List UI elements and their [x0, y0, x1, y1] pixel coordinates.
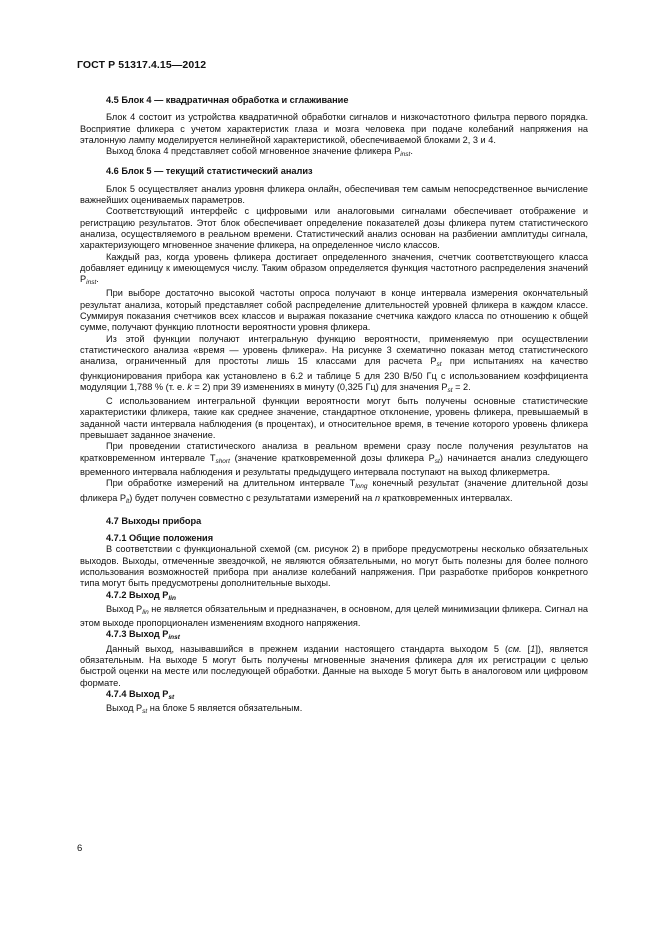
- section-4-7-1-paragraph: В соответствии с функциональной схемой (см. рисунок 2) в приборе предусмотрены несколько обязательных выходов. Выходы, отмеченные звездочкой, не являются обязательными, но могут быть полезны для более полного использования возможностей прибора при анализе колебаний напряжения. При разработке приборов конкретного типа могут быть предусмотрены дополнительные выходы.: [80, 544, 588, 589]
- section-4-5-paragraph: Блок 4 состоит из устройства квадратичной обработки сигналов и низкочастотного фильтра первого порядка. Восприятие фликера с учетом характеристик глаза и мозга человека при подаче колебаний напряжения на эталонную лампу моделируется нелинейной характеристикой, обеспечиваемой блоками 2, 3 и 4.: [80, 112, 588, 145]
- section-4-6-paragraph: С использованием интегральной функции вероятности могут быть получены основные статистические характеристики фликера, такие как среднее значение, стандартное отклонение, уровень фликера, превышаемый в заданной части интервала наблюдения (в процентах), и относительное время, в течение которого уровень фликера превышает заданное значение.: [80, 396, 588, 441]
- document-body: [80, 95, 588, 718]
- standard-header: ГОСТ Р 51317.4.15—2012: [77, 59, 207, 71]
- section-4-7-4-heading: 4.7.4 Выход $P_{st}$: [106, 688, 175, 701]
- section-4-6-paragraph: Из этой функции получают интегральную функцию вероятности, применяемую при осуществлении статистического анализа «время — уровень фликера». На рисунке 3 схематично показан метод статистического анализа, ограниченный для простоты лишь 15 классами для расчета $P_{st}$ при испытаниях на качество функционирования прибора как установлено в 6.2 и таблице 5 для 230 В/50 Гц с использованием коэффициента модуляции 1,788 % (т. е. k = 2) при 39 изменениях в минуту (0,325 Гц) для значения $P_{st} = 2$.: [80, 333, 588, 394]
- section-4-7-3-heading: 4.7.3 Выход $P_{inst}$: [106, 629, 180, 642]
- section-4-6-paragraph: Блок 5 осуществляет анализ уровня фликера онлайн, обеспечивая тем самым непосредственное вычисление важнейших оцениваемых параметров.: [80, 183, 588, 206]
- section-4-7-2-paragraph: Выход $P_{lin}$ не является обязательным и предназначен, в основном, для целей минимизации фликера. Сигнал на этом выходе пропорционален изменениям входного напряжения.: [80, 603, 589, 629]
- section-4-6-paragraph: Соответствующий интерфейс с цифровыми или аналоговыми сигналами обеспечивает отображение и регистрацию результатов. Этот блок обеспечивает определение показателей дозы фликера путем статистического анализа, осуществляемого в реальном времени. Статистический анализ основан на разбиении амплитуды сигнала, характеризующего мгновенное значение фликера, на определенное число классов.: [80, 206, 588, 251]
- section-4-6-paragraph: Каждый раз, когда уровень фликера достигает определенного значения, счетчик соответствующего класса добавляет единицу к имеющемуся числу. Таким образом определяется функция частотного распределения значений $P_{inst}$.: [80, 251, 588, 287]
- section-4-7-1-heading: 4.7.1 Общие положения: [106, 533, 214, 544]
- section-4-6-paragraph: При проведении статистического анализа в реальном времени сразу после получения результатов на кратковременном интервале $T_{short}$ (значение кратковременной дозы фликера $P_{st}$) начинается анализ следующего временного интервала наблюдения и результаты предыдущего интервала поступают на выход фликерметра.: [80, 441, 588, 477]
- page-number: 6: [77, 843, 83, 854]
- section-4-6-heading: 4.6 Блок 5 — текущий статистический анализ: [106, 166, 313, 177]
- section-4-7-4-paragraph: Выход $P_{st}$ на блоке 5 является обязательным.: [106, 703, 303, 716]
- section-4-7-heading: 4.7 Выходы прибора: [106, 515, 202, 526]
- section-4-7-2-heading: 4.7.2 Выход $P_{lin}$: [106, 589, 176, 602]
- section-4-5-output-paragraph: Выход блока 4 представляет собой мгновенное значение фликера $P_{inst}$.: [106, 146, 413, 159]
- section-4-6-paragraph: При обработке измерений на длительном интервале $T_{long}$ конечный результат (значение длительной дозы фликера $P_{lt}$) будет получен совместно с результатами измерений на n кратковременных интервалах.: [80, 478, 588, 505]
- section-4-6-paragraph: При выборе достаточно высокой частоты опроса получают в конце интервала измерения окончательный результат анализа, который представляет собой распределение длительностей уровней фликера в каждом классе. Суммируя показания счетчиков всех классов и выражая показание счетчика каждого класса по отношению к общей сумме, получают функцию плотности вероятности уровня фликера.: [80, 288, 588, 333]
- section-4-5-heading: 4.5 Блок 4 — квадратичная обработка и сглаживание: [106, 95, 349, 105]
- section-4-7-3-paragraph: Данный выход, называвшийся в прежнем издании настоящего стандарта выходом 5 (см. [1]), является обязательным. На выходе 5 могут быть получены мгновенные значения фликера для их регистрации с целью быстрой оценки на месте или последующей обработки. Данные на выходе 5 могут быть в аналоговом или цифровом формате.: [80, 643, 588, 688]
